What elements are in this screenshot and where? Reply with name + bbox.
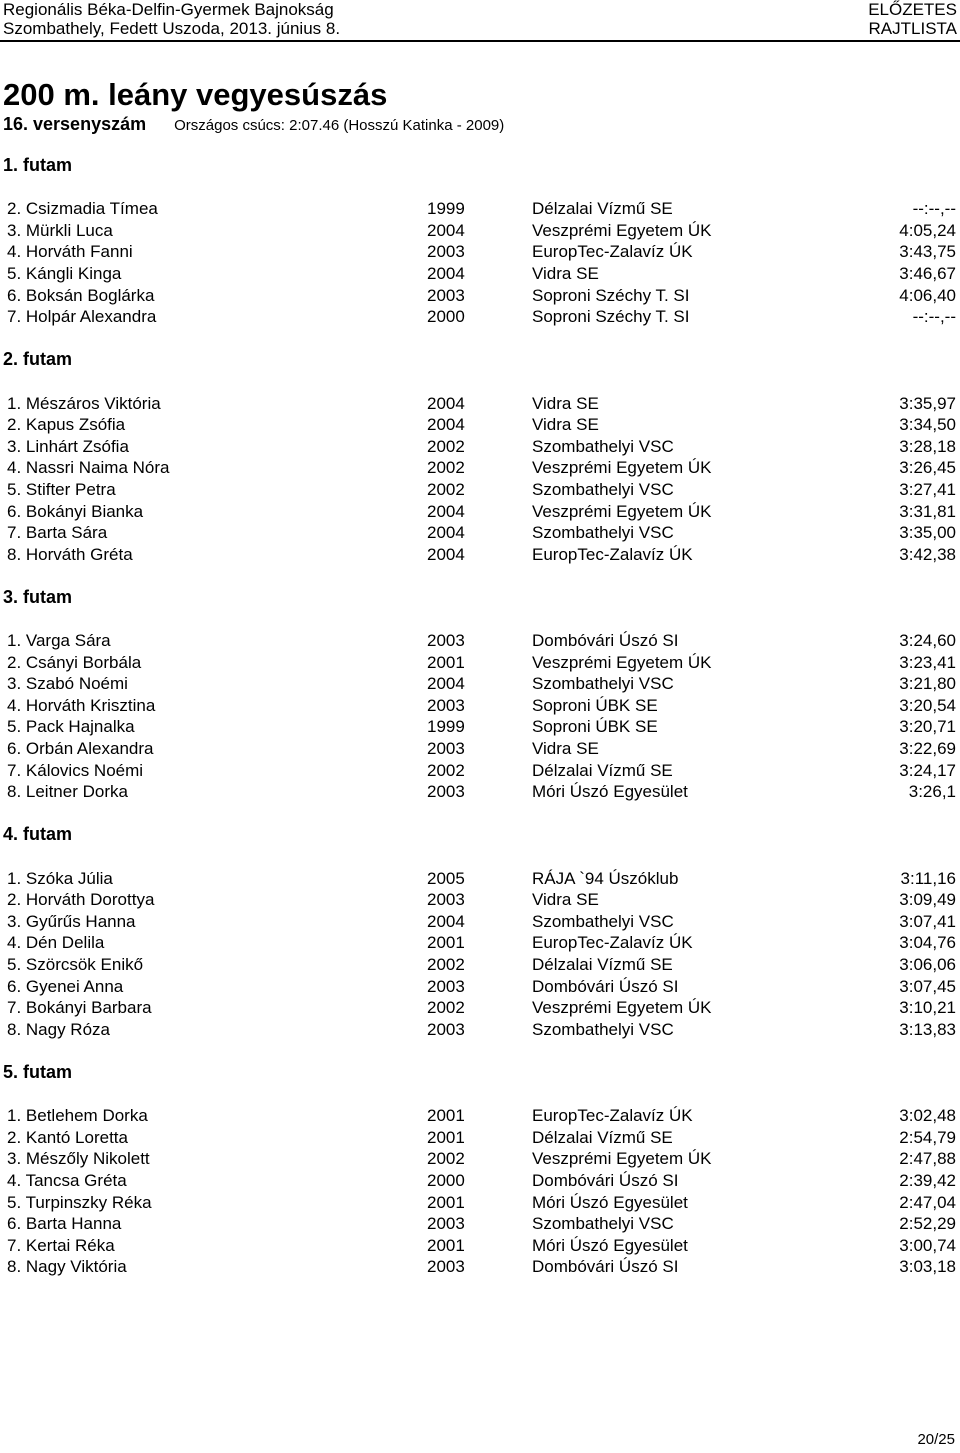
club-name: Dombóvári Úszó SI [532, 631, 679, 651]
club-name: Móri Úszó Egyesület [532, 782, 688, 802]
entry-row [0, 889, 960, 911]
club-name: Vidra SE [532, 739, 599, 759]
entry-time: 3:13,83 [899, 1019, 956, 1039]
club-name: Szombathelyi VSC [532, 523, 674, 543]
entry-time: 3:26,1 [908, 782, 956, 802]
entry-row [0, 911, 960, 933]
club-name: EuropTec-Zalavíz ÚK [532, 933, 693, 953]
club-name: EuropTec-Zalavíz ÚK [532, 1106, 693, 1126]
birth-year: 2003 [427, 976, 465, 996]
entry-row [0, 630, 960, 652]
club-name: Délzalai Vízmű SE [532, 760, 673, 780]
header-divider [0, 40, 960, 42]
entry-time: 3:03,18 [899, 1257, 956, 1277]
swimmer-name: 7. Kertai Réka [7, 1235, 115, 1255]
entry-time: 3:04,76 [899, 933, 956, 953]
birth-year: 2003 [427, 1019, 465, 1039]
entry-time: 3:09,49 [899, 890, 956, 910]
swimmer-name: 8. Nagy Róza [7, 1019, 110, 1039]
swimmer-name: 7. Holpár Alexandra [7, 307, 157, 327]
swimmer-name: 7. Kálovics Noémi [7, 760, 144, 780]
swimmer-name: 1. Varga Sára [7, 631, 111, 651]
heat-block [0, 155, 960, 349]
entry-row [0, 198, 960, 220]
swimmer-name: 5. Turpinszky Réka [7, 1192, 152, 1212]
heat-block [0, 1062, 960, 1278]
birth-year: 1999 [427, 199, 465, 219]
swimmer-name: 5. Pack Hajnalka [7, 717, 135, 737]
birth-year: 2003 [427, 739, 465, 759]
entry-time: 3:00,74 [899, 1235, 956, 1255]
page-number: 20/25 [917, 1431, 955, 1448]
entry-row [0, 501, 960, 523]
club-name: Vidra SE [532, 393, 599, 413]
swimmer-name: 8. Horváth Gréta [7, 544, 133, 564]
entry-time: 3:35,00 [899, 523, 956, 543]
club-name: Veszprémi Egyetem ÚK [532, 652, 712, 672]
entry-row [0, 1148, 960, 1170]
entry-time: 3:10,21 [899, 998, 956, 1018]
document-status: ELŐZETES [868, 0, 957, 19]
entry-row [0, 220, 960, 242]
club-name: Szombathelyi VSC [532, 674, 674, 694]
entry-row [0, 1192, 960, 1214]
entry-time: 4:06,40 [899, 285, 956, 305]
entry-row [0, 544, 960, 566]
club-name: Dombóvári Úszó SI [532, 1257, 679, 1277]
swimmer-name: 7. Barta Sára [7, 523, 108, 543]
competition-name: Regionális Béka-Delfin-Gyermek Bajnokság [3, 0, 334, 19]
birth-year: 2003 [427, 1257, 465, 1277]
entry-row [0, 479, 960, 501]
swimmer-name: 6. Barta Hanna [7, 1214, 122, 1234]
entry-time: 2:52,29 [899, 1214, 956, 1234]
birth-year: 2003 [427, 695, 465, 715]
club-name: Szombathelyi VSC [532, 436, 674, 456]
swimmer-name: 4. Tancsa Gréta [7, 1170, 127, 1190]
entry-time: 3:26,45 [899, 458, 956, 478]
birth-year: 2003 [427, 242, 465, 262]
entry-row [0, 738, 960, 760]
birth-year: 2002 [427, 458, 465, 478]
club-name: Móri Úszó Egyesület [532, 1235, 688, 1255]
birth-year: 2004 [427, 523, 465, 543]
birth-year: 2001 [427, 1235, 465, 1255]
entry-row [0, 976, 960, 998]
swimmer-name: 1. Mészáros Viktória [7, 393, 161, 413]
entry-row [0, 997, 960, 1019]
club-name: Veszprémi Egyetem ÚK [532, 501, 712, 521]
entry-time: 3:23,41 [899, 652, 956, 672]
swimmer-name: 2. Kapus Zsófia [7, 415, 126, 435]
swimmer-name: 3. Szabó Noémi [7, 674, 128, 694]
entry-time: 3:43,75 [899, 242, 956, 262]
birth-year: 2003 [427, 782, 465, 802]
entry-row [0, 263, 960, 285]
birth-year: 2001 [427, 652, 465, 672]
birth-year: 2004 [427, 220, 465, 240]
swimmer-name: 5. Stifter Petra [7, 479, 116, 499]
entry-row [0, 1170, 960, 1192]
entry-time: 2:39,42 [899, 1170, 956, 1190]
swimmer-name: 4. Horváth Fanni [7, 242, 133, 262]
swimmer-name: 3. Gyűrűs Hanna [7, 911, 136, 931]
club-name: Szombathelyi VSC [532, 1214, 674, 1234]
birth-year: 2003 [427, 1214, 465, 1234]
entry-row [0, 285, 960, 307]
entry-row [0, 1256, 960, 1278]
document-type: RAJTLISTA [868, 19, 957, 38]
club-name: Vidra SE [532, 415, 599, 435]
entry-time: 2:54,79 [899, 1127, 956, 1147]
entry-row [0, 868, 960, 890]
swimmer-name: 1. Betlehem Dorka [7, 1106, 148, 1126]
entry-row [0, 716, 960, 738]
page-header [0, 0, 960, 40]
entry-time: 2:47,04 [899, 1192, 956, 1212]
club-name: Veszprémi Egyetem ÚK [532, 1149, 712, 1169]
entry-time: 3:27,41 [899, 479, 956, 499]
entry-time: --:--,-- [912, 199, 956, 219]
entry-time: 3:20,54 [899, 695, 956, 715]
swimmer-name: 3. Mürkli Luca [7, 220, 113, 240]
birth-year: 2001 [427, 1106, 465, 1126]
entry-time: 3:24,60 [899, 631, 956, 651]
club-name: Soproni ÚBK SE [532, 695, 658, 715]
swimmer-name: 1. Szóka Júlia [7, 868, 113, 888]
swimmer-name: 4. Horváth Krisztina [7, 695, 156, 715]
entry-row [0, 436, 960, 458]
club-name: Szombathelyi VSC [532, 911, 674, 931]
entry-time: 3:07,41 [899, 911, 956, 931]
heat-title: 4. futam [3, 824, 73, 845]
entry-row [0, 457, 960, 479]
swimmer-name: 6. Orbán Alexandra [7, 739, 154, 759]
entry-time: 3:46,67 [899, 263, 956, 283]
swimmer-name: 3. Linhárt Zsófia [7, 436, 129, 456]
entry-time: 3:34,50 [899, 415, 956, 435]
entry-row [0, 241, 960, 263]
swimmer-name: 2. Kantó Loretta [7, 1127, 128, 1147]
entry-row [0, 1019, 960, 1041]
birth-year: 2002 [427, 760, 465, 780]
entry-time: 3:24,17 [899, 760, 956, 780]
club-name: EuropTec-Zalavíz ÚK [532, 242, 693, 262]
club-name: Délzalai Vízmű SE [532, 954, 673, 974]
swimmer-name: 7. Bokányi Barbara [7, 998, 152, 1018]
club-name: Délzalai Vízmű SE [532, 1127, 673, 1147]
event-title: 200 m. leány vegyesúszás [3, 77, 388, 112]
club-name: RÁJA `94 Úszóklub [532, 868, 679, 888]
entry-time: 3:11,16 [900, 868, 956, 888]
club-name: Vidra SE [532, 263, 599, 283]
entry-row [0, 695, 960, 717]
entry-time: 3:06,06 [899, 954, 956, 974]
entry-row [0, 652, 960, 674]
entry-row [0, 673, 960, 695]
swimmer-name: 6. Gyenei Anna [7, 976, 124, 996]
entry-row [0, 393, 960, 415]
entry-row [0, 760, 960, 782]
heat-title: 2. futam [3, 349, 73, 370]
venue-date: Szombathely, Fedett Uszoda, 2013. június 8. [3, 19, 341, 38]
birth-year: 2004 [427, 393, 465, 413]
birth-year: 2004 [427, 911, 465, 931]
club-name: Dombóvári Úszó SI [532, 1170, 679, 1190]
entry-time: 3:20,71 [899, 717, 956, 737]
entry-row [0, 1213, 960, 1235]
birth-year: 2003 [427, 285, 465, 305]
swimmer-name: 6. Boksán Boglárka [7, 285, 155, 305]
entry-time: 3:42,38 [899, 544, 956, 564]
swimmer-name: 6. Bokányi Bianka [7, 501, 144, 521]
club-name: Soproni Széchy T. SI [532, 307, 690, 327]
entry-time: 3:28,18 [899, 436, 956, 456]
birth-year: 2000 [427, 1170, 465, 1190]
entry-time: 3:21,80 [899, 674, 956, 694]
club-name: Móri Úszó Egyesület [532, 1192, 688, 1212]
birth-year: 2002 [427, 998, 465, 1018]
swimmer-name: 2. Horváth Dorottya [7, 890, 155, 910]
swimmer-name: 8. Nagy Viktória [7, 1257, 127, 1277]
club-name: EuropTec-Zalavíz ÚK [532, 544, 693, 564]
club-name: Szombathelyi VSC [532, 479, 674, 499]
swimmer-name: 4. Nassri Naima Nóra [7, 458, 170, 478]
birth-year: 2004 [427, 674, 465, 694]
entry-row [0, 414, 960, 436]
birth-year: 2003 [427, 890, 465, 910]
birth-year: 2001 [427, 1127, 465, 1147]
club-name: Soproni Széchy T. SI [532, 285, 690, 305]
heat-block [0, 349, 960, 587]
entry-time: --:--,-- [912, 307, 956, 327]
entry-time: 4:05,24 [899, 220, 956, 240]
swimmer-name: 2. Csizmadia Tímea [7, 199, 158, 219]
heat-block [0, 824, 960, 1062]
entry-time: 2:47,88 [899, 1149, 956, 1169]
entry-time: 3:31,81 [899, 501, 956, 521]
club-name: Soproni ÚBK SE [532, 717, 658, 737]
heat-title: 5. futam [3, 1061, 73, 1082]
entry-row [0, 306, 960, 328]
entry-time: 3:35,97 [899, 393, 956, 413]
club-name: Veszprémi Egyetem ÚK [532, 220, 712, 240]
birth-year: 2002 [427, 1149, 465, 1169]
birth-year: 1999 [427, 717, 465, 737]
event-number: 16. versenyszám [3, 114, 147, 134]
swimmer-name: 8. Leitner Dorka [7, 782, 128, 802]
entry-row [0, 1105, 960, 1127]
entry-row [0, 932, 960, 954]
birth-year: 2004 [427, 501, 465, 521]
entry-row [0, 1235, 960, 1257]
entry-time: 3:07,45 [899, 976, 956, 996]
swimmer-name: 5. Kángli Kinga [7, 263, 122, 283]
heat-block [0, 587, 960, 825]
heats-list [0, 155, 960, 1278]
entry-time: 3:02,48 [899, 1106, 956, 1126]
heat-title: 1. futam [3, 155, 73, 175]
event-subtitle [3, 113, 504, 135]
birth-year: 2004 [427, 263, 465, 283]
birth-year: 2001 [427, 1192, 465, 1212]
birth-year: 2002 [427, 954, 465, 974]
club-name: Délzalai Vízmű SE [532, 199, 673, 219]
birth-year: 2005 [427, 868, 465, 888]
birth-year: 2004 [427, 544, 465, 564]
birth-year: 2003 [427, 631, 465, 651]
entry-row [0, 522, 960, 544]
birth-year: 2004 [427, 415, 465, 435]
club-name: Veszprémi Egyetem ÚK [532, 998, 712, 1018]
swimmer-name: 4. Dén Delila [7, 933, 105, 953]
birth-year: 2002 [427, 479, 465, 499]
entry-row [0, 954, 960, 976]
entry-row [0, 781, 960, 803]
club-name: Veszprémi Egyetem ÚK [532, 458, 712, 478]
club-name: Vidra SE [532, 890, 599, 910]
heat-title: 3. futam [3, 586, 73, 607]
birth-year: 2001 [427, 933, 465, 953]
entry-row [0, 1127, 960, 1149]
entry-time: 3:22,69 [899, 739, 956, 759]
swimmer-name: 3. Mészőly Nikolett [7, 1149, 150, 1169]
swimmer-name: 5. Szörcsök Enikő [7, 954, 144, 974]
club-name: Szombathelyi VSC [532, 1019, 674, 1039]
national-record: Országos csúcs: 2:07.46 (Hosszú Katinka - 2009) [174, 117, 505, 134]
birth-year: 2002 [427, 436, 465, 456]
birth-year: 2000 [427, 307, 465, 327]
club-name: Dombóvári Úszó SI [532, 976, 679, 996]
swimmer-name: 2. Csányi Borbála [7, 652, 142, 672]
